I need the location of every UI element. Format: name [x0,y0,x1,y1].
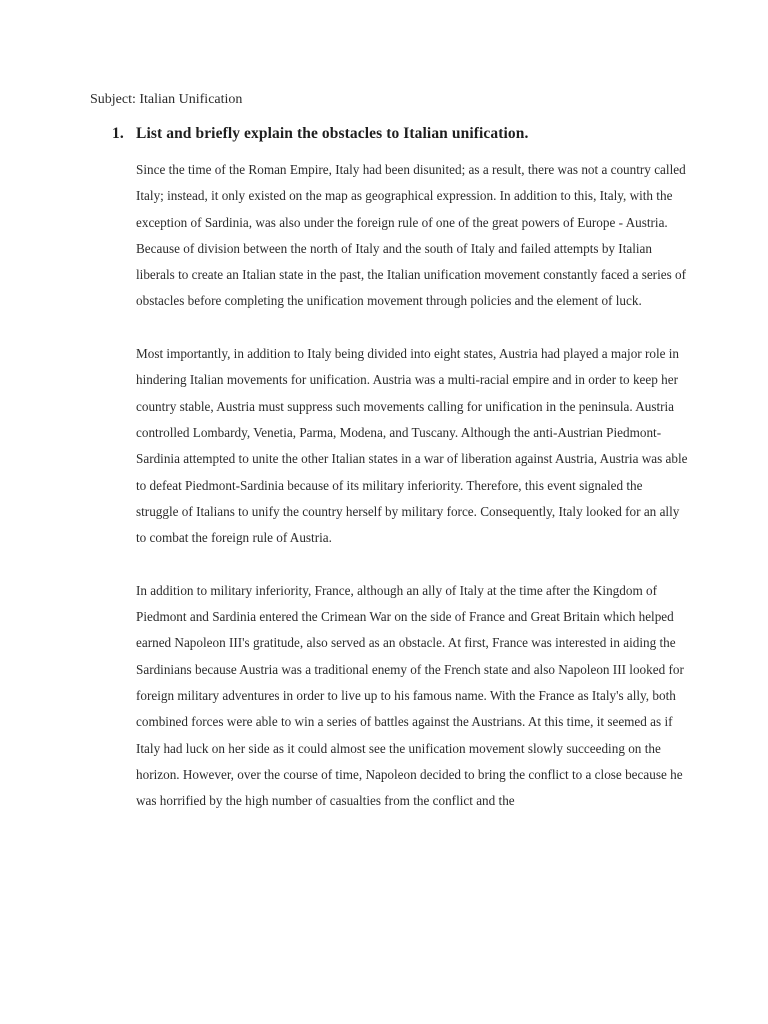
paragraph-2: Most importantly, in addition to Italy being divided into eight states, Austria had played a major role in hindering Italian movements for unification. Austria was a multi-racial empire and in order to keep her country stable, Austria must suppress such movements calling for unification in the peninsula. Austria controlled Lombardy, Venetia, Parma, Modena, and Tuscany. Although the anti-Austrian Piedmont-Sardinia attempted to unite the other Italian states in a war of liberation against Austria, Austria was able to defeat Piedmont-Sardinia because of its military inferiority. Therefore, this event signaled the struggle of Italians to unify the country herself by military force. Consequently, Italy looked for an ally to combat the foreign rule of Austria. [136,346,688,546]
paragraph-3: In addition to military inferiority, France, although an ally of Italy at the time after the Kingdom of Piedmont and Sardinia entered the Crimean War on the side of France and Great Britain which helped earned Napoleon III's gratitude, also served as an obstacle. At first, France was interested in aiding the Sardinians because Austria was a traditional enemy of the French state and also Napoleon III looked for foreign military adventures in order to live up to his famous name. With the France as Italy's ally, both combined forces were able to win a series of battles against the Austrians. At this time, it seemed as if Italy had luck on her side as it could almost see the unification movement slowly succeeding on the horizon. However, over the course of time, Napoleon decided to bring the conflict to a close because he was horrified by the high number of casualties from the conflict and the [136,582,684,809]
question-number: 1. [112,125,124,142]
paragraph-1: Since the time of the Roman Empire, Italy had been disunited; as a result, there was not a country called Italy; instead, it only existed on the map as geographical expression. In addition to this, Italy, with the exception of Sardinia, was also under the foreign rule of one of the great powers of Europe - Austria. Because of division between the north of Italy and the south of Italy and failed attempts by Italian liberals to create an Italian state in the past, the Italian unification movement constantly faced a series of obstacles before completing the unification movement through policies and the element of luck. [136,162,686,309]
answer-body [136,157,688,814]
question-heading [112,123,528,145]
subject-line: Subject: Italian Unification [90,92,243,107]
question-text: List and briefly explain the obstacles to Italian unification. [136,125,529,142]
